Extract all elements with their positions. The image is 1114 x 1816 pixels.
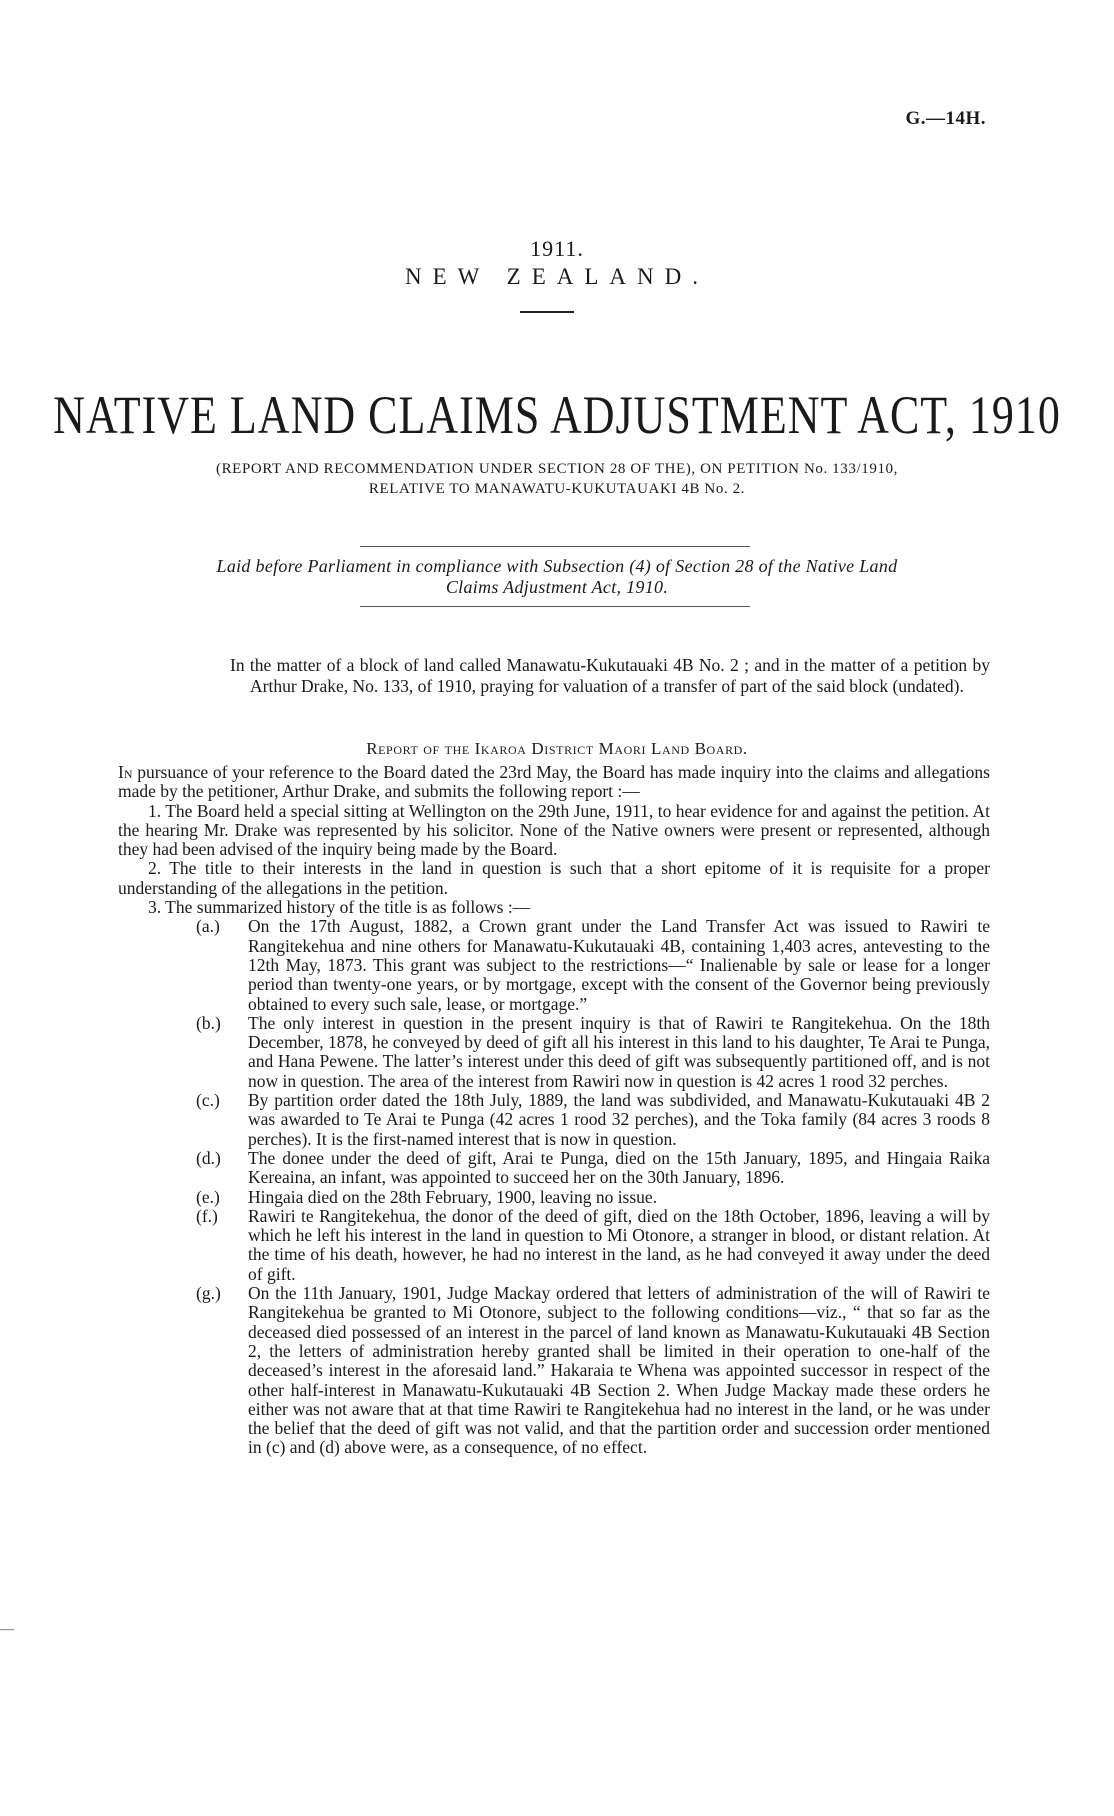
item-label: (d.) [196, 1147, 221, 1168]
document-year: 1911. [530, 236, 584, 261]
item-text: On the 17th August, 1882, a Crown grant under the Land Transfer Act was issued to Rawiri te Rangitekehua and nine others for Manawatu-Kukutauaki 4B, containing 1,403 acres, antevesting to the 12th May, 1873. This grant was subject to the restrictions—“ Inalienable by sale or lease for a longer period than twenty-one years, or by mortgage, except with the consent of the Governor being previously obtained to every such sale, lease, or mortgage.” [248, 916, 990, 1014]
item-label: (b.) [196, 1012, 221, 1033]
scan-margin-mark: — [0, 1622, 14, 1637]
laid-line: Claims Adjustment Act, 1910. [445, 577, 669, 597]
act-title: NATIVE LAND CLAIMS ADJUSTMENT ACT, 1910 [53, 385, 1061, 445]
list-item [118, 917, 990, 1013]
list-item [118, 1284, 990, 1458]
item-text: By partition order dated the 18th July, 1889, the land was subdivided, and Manawatu-Kukutauaki 4B 2 was awarded to Te Arai te Punga (42 acres 1 rood 32 perches), and the Toka family (84 acres 3 roods 8 perches). It is the first-named interest that is now in question. [248, 1090, 990, 1149]
item-label: (c.) [196, 1090, 220, 1111]
report-subtitle [110, 459, 1004, 499]
item-label: (f.) [196, 1205, 218, 1226]
item-text: Rawiri te Rangitekehua, the donor of the deed of gift, died on the 18th October, 1896, leaving a will by which he left his interest in the land in question to Mi Otonore, a stranger in blood, or distant relation. At the time of his death, however, he had no interest in the land, as he had conveyed it away under the deed of gift. [248, 1205, 990, 1284]
subtitle-line: RELATIVE TO MANAWATU-KUKUTAUAKI 4B No. 2. [368, 481, 746, 497]
divider-rule [360, 606, 750, 607]
list-item [118, 1188, 990, 1207]
list-item [118, 1207, 990, 1284]
intro-paragraph [118, 763, 990, 802]
item-label: (g.) [196, 1283, 221, 1304]
intro-lead: In [118, 762, 133, 782]
report-body [118, 763, 990, 1458]
list-item [118, 1014, 990, 1091]
item-label: (e.) [196, 1186, 220, 1207]
laid-before-parliament-note [110, 556, 1004, 598]
list-item [118, 1091, 990, 1149]
page-reference: G.—14H. [905, 108, 986, 129]
paragraph-2: 2. The title to their interests in the land in question is such that a short epitome of it is requisite for a proper understanding of the allegations in the petition. [118, 858, 990, 898]
paragraph-3: 3. The summarized history of the title is as follows :— [148, 897, 531, 918]
item-label: (a.) [196, 916, 220, 937]
heading-divider [520, 311, 574, 313]
item-text: The donee under the deed of gift, Arai te Punga, died on the 15th January, 1895, and Hingaia Raika Kereaina, an infant, was appointed to succeed her on the 30th January, 1896. [248, 1147, 990, 1188]
item-text: Hingaia died on the 28th February, 1900, leaving no issue. [248, 1186, 658, 1207]
list-item [118, 1149, 990, 1188]
divider-rule [360, 546, 750, 547]
paragraph-1: 1. The Board held a special sitting at Wellington on the 29th June, 1911, to hear evidence for and against the petition. At the hearing Mr. Drake was represented by his solicitor. None of the Native owners were present or represented, although they had been advised of the inquiry being made by the Board. [118, 800, 990, 860]
country-heading: NEW ZEALAND. [404, 264, 710, 289]
item-text: The only interest in question in the present inquiry is that of Rawiri te Rangitekehua. On the 18th December, 1878, he conveyed by deed of gift all his interest in this land to his daughter, Te Arai te Punga, and Hana Pewene. The latter’s interest under this deed of gift was subsequently partitioned off, and is not now in question. The area of the interest from Rawiri now in question is 42 acres 1 rood 32 perches. [248, 1012, 990, 1091]
intro-text: pursuance of your reference to the Board dated the 23rd May, the Board has made inquiry into the claims and allegations made by the petitioner, Arthur Drake, and submits the following report :— [118, 762, 990, 802]
subtitle-line: (REPORT AND RECOMMENDATION UNDER SECTION 28 OF THE), ON PETITION No. 133/1910, [215, 461, 898, 477]
title-history-list [118, 917, 990, 1457]
item-text: On the 11th January, 1901, Judge Mackay ordered that letters of administration of the will of Rawiri te Rangitekehua be granted to Mi Otonore, subject to the following conditions—viz., “ that so far as the deceased died possessed of an interest in the parcel of land known as Manawatu-Kukutauaki 4B Section 2, the letters of administration hereby granted shall be limited in their operation to one-half of the deceased’s interest in the aforesaid land.” Hakaraia te Whena was appointed successor in respect of the other half-interest in Manawatu-Kukutauaki 4B Section 2. When Judge Mackay made these orders he either was not aware that at that time Rawiri te Rangitekehua had no interest in the land, or he was under the belief that the deed of gift was not valid, and that the partition order and succession order mentioned in (c) and (d) above were, as a consequence, of no effect. [248, 1283, 990, 1458]
report-heading: Report of the Ikaroa District Maori Land Board. [366, 739, 748, 758]
laid-line: Laid before Parliament in compliance with Subsection (4) of Section 28 of the Native Land [216, 556, 898, 576]
matter-statement: In the matter of a block of land called Manawatu-Kukutauaki 4B No. 2 ; and in the matter of a petition by Arthur Drake, No. 133, of 1910, praying for valuation of a transfer of part of the said block (undated). [230, 655, 990, 696]
